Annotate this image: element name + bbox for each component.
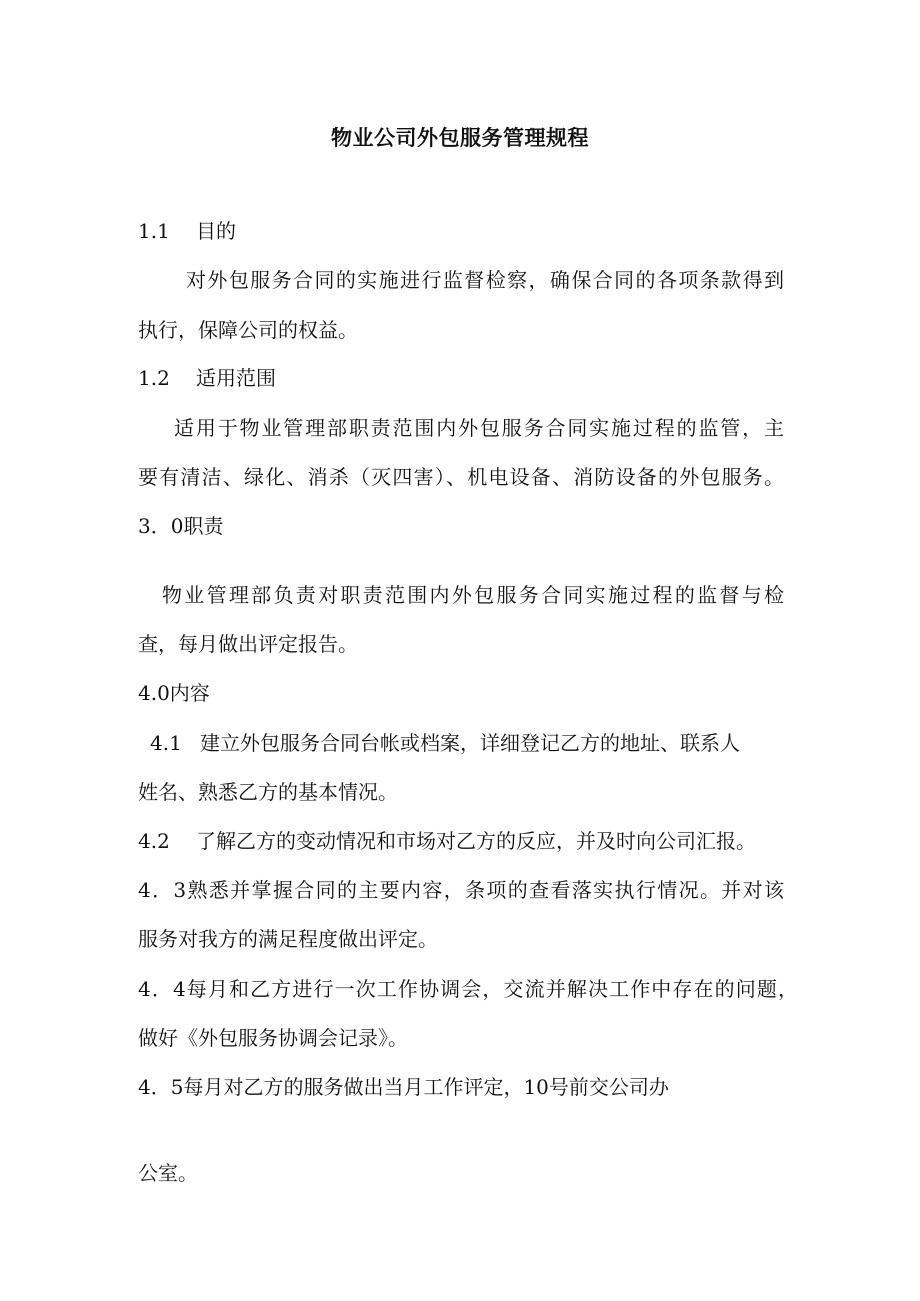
section-heading-content: 4.0内容 (138, 681, 210, 705)
paragraph-line: 公室。 (138, 1161, 198, 1185)
item-number: 4.2 (138, 829, 170, 853)
paragraph-line: 对外包服务合同的实施进行监督检察，确保合同的各项条款得到 (186, 268, 784, 292)
item-number: 4.1 (150, 731, 182, 755)
section-heading-text: 目的 (196, 219, 236, 243)
item-4-3: 4．3熟悉并掌握合同的主要内容，条项的查看落实执行情况。并对该 (138, 878, 784, 902)
section-number: 1.2 (138, 366, 170, 390)
section-heading-scope (138, 364, 276, 392)
item-4-2 (138, 827, 798, 855)
paragraph-line: 物业管理部负责对职责范围内外包服务合同实施过程的监督与检 (162, 583, 784, 607)
paragraph-line: 做好《外包服务协调会记录》。 (138, 1026, 408, 1050)
section-heading-text: 适用范围 (196, 366, 276, 390)
item-4-5: 4．5每月对乙方的服务做出当月工作评定，10号前交公司办 (138, 1075, 669, 1099)
section-number: 1.1 (138, 219, 170, 243)
section-heading-purpose (138, 217, 236, 245)
paragraph-line: 姓名、熟悉乙方的基本情况。 (138, 780, 398, 804)
paragraph-line: 适用于物业管理部职责范围内外包服务合同实施过程的监管，主 (174, 416, 784, 440)
document-title: 物业公司外包服务管理规程 (331, 125, 589, 150)
paragraph-line: 查，每月做出评定报告。 (138, 632, 358, 656)
item-4-4: 4．4每月和乙方进行一次工作协调会，交流并解决工作中存在的问题， (138, 977, 798, 1001)
item-text: 了解乙方的变动情况和市场对乙方的反应，并及时向公司汇报。 (196, 829, 756, 853)
item-text: 建立外包服务合同台帐或档案，详细登记乙方的地址、联系人 (200, 731, 740, 755)
section-heading-responsibility: 3．0职责 (138, 514, 224, 538)
paragraph-line: 要有清洁、绿化、消杀（灭四害）、机电设备、消防设备的外包服务。 (138, 465, 784, 489)
paragraph-line: 执行，保障公司的权益。 (138, 318, 358, 342)
paragraph-line: 服务对我方的满足程度做出评定。 (138, 927, 438, 951)
item-4-1 (150, 729, 784, 757)
